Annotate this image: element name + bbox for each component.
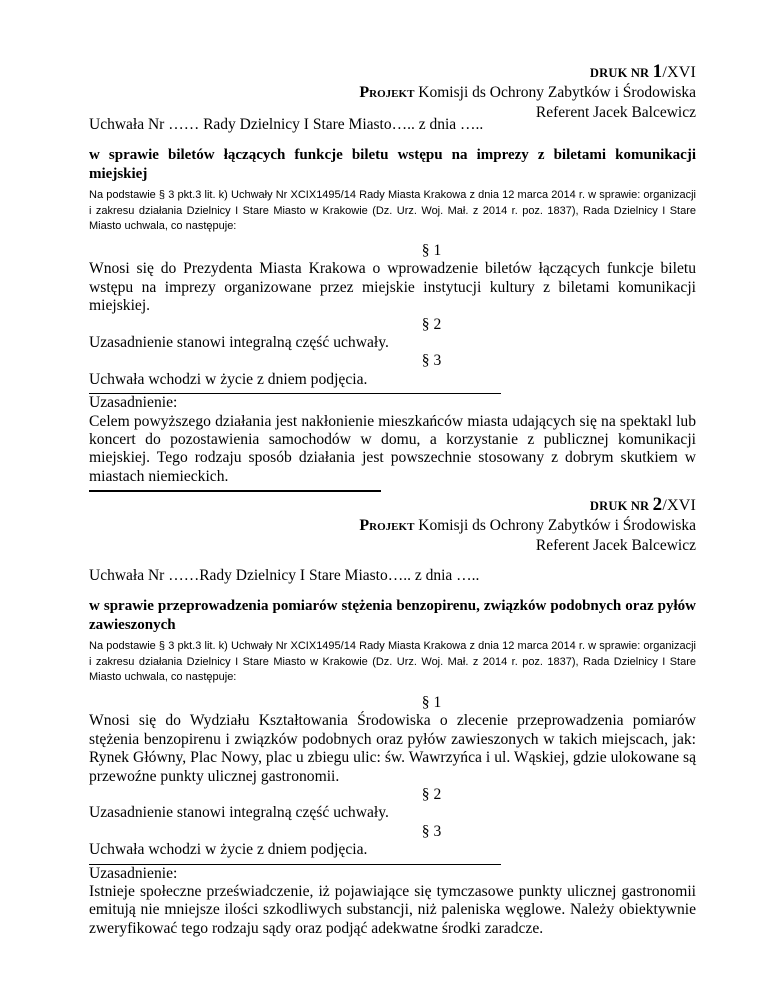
druk-session: /XVI [662,497,696,514]
paragraph-1-mark: § 1 [421,694,442,711]
resolution-1-body [89,242,696,486]
uzasadnienie-text: Istnieje społeczne przeświadczenie, iż pojawiające się tymczasowe punkty ulicznej gastronomii emitują nie mniejsze ilości szkodliwych substancji, niż paleniska węglowe. Należy obiektywnie zweryfikować tego rodzaju sądy oraz podjąć adekwatne środki zaradcze. [89,883,696,937]
paragraph-1-mark: § 1 [421,242,442,259]
projekt-label: Projekt [359,517,415,534]
druk-label: DRUK NR [589,66,650,80]
resolution-1-header [89,62,696,123]
uzasadnienie-label: Uzasadnienie: [89,394,178,412]
projekt-line [89,83,696,103]
resolution-topic: w sprawie biletów łączących funkcje biletu wstępu na imprezy z biletami komunikacji miejskiej [89,147,696,182]
druk-session: /XVI [662,64,696,81]
projekt-line [89,516,696,536]
komisja-name: Komisji ds Ochrony Zabytków i Środowiska [418,84,696,101]
druk-number-1 [89,62,696,83]
projekt-label: Projekt [359,84,415,101]
resolution-2-header [89,495,696,556]
referent: Referent Jacek Balcewicz [535,537,696,554]
paragraph-3-mark: § 3 [421,822,442,840]
komisja-name: Komisji ds Ochrony Zabytków i Środowiska [418,517,696,534]
legal-basis: Na podstawie § 3 pkt.3 lit. k) Uchwały Nr XCIX1495/14 Rady Miasta Krakowa z dnia 12 marca 2014 r. w sprawie: organizacji i zakresu działania Dzielnicy I Stare Miasto w Krakowie (Dz. Urz. Woj. Mał. z 2014 r. poz. 1837), Rada Dzielnicy I Stare Miasto uchwala, co następuje: [89,640,696,683]
paragraph-2-text: Uzasadnienie stanowi integralną część uchwały. [89,804,389,822]
uchwala-line: Uchwała Nr ……Rady Dzielnicy I Stare Miasto….. z dnia ….. [89,567,480,584]
paragraph-3-text: Uchwała wchodzi w życie z dniem podjęcia. [89,370,368,388]
paragraph-1-text: Wnosi się do Wydziału Kształtowania Środowiska o zlecenie przeprowadzenia pomiarów stężenia benzopirenu i związków podobnych oraz pyłów zawieszonych w takich miejscach, jak: Rynek Główny, Plac Nowy, plac u zbiegu ulic: św. Wawrzyńca i ul. Wąskiej, gdzie ulokowane są przewoźne punkty ulicznej gastronomii. [89,712,696,785]
section-separator [89,490,381,492]
paragraph-3-mark: § 3 [421,352,442,370]
druk-number: 2 [652,494,663,515]
paragraph-2-mark: § 2 [421,315,442,333]
uzasadnienie-label: Uzasadnienie: [89,864,178,882]
referent: Referent Jacek Balcewicz [535,104,696,121]
resolution-2-body [89,694,696,938]
druk-number: 1 [652,61,663,82]
druk-number-2 [89,495,696,516]
uchwala-line: Uchwała Nr …… Rady Dzielnicy I Stare Miasto….. z dnia ….. [89,116,484,133]
legal-basis: Na podstawie § 3 pkt.3 lit. k) Uchwały Nr XCIX1495/14 Rady Miasta Krakowa z dnia 12 marca 2014 r. w sprawie: organizacji i zakresu działania Dzielnicy I Stare Miasto w Krakowie (Dz. Urz. Woj. Mał. z 2014 r. poz. 1837), Rada Dzielnicy I Stare Miasto uchwala, co następuje: [89,189,696,232]
druk-label: DRUK NR [589,499,650,513]
paragraph-2-text: Uzasadnienie stanowi integralną część uchwały. [89,334,389,352]
resolution-topic: w sprawie przeprowadzenia pomiarów stężenia benzopirenu, związków podobnych oraz pyłów zawieszonych [89,598,696,633]
paragraph-2-mark: § 2 [421,786,442,804]
paragraph-3-text: Uchwała wchodzi w życie z dniem podjęcia. [89,841,368,859]
paragraph-1-text: Wnosi się do Prezydenta Miasta Krakowa o wprowadzenie biletów łączących funkcje biletu wstępu na imprezy organizowane przez miejskie instytucji kultury z biletami komunikacji miejskiej. [89,260,696,315]
uzasadnienie-text: Celem powyższego działania jest nakłonienie mieszkańców miasta udających się na spektakl lub koncert do pozostawienia samochodów w domu, a korzystanie z publicznej komunikacji miejskiej. Tego rodzaju sposób działania jest powszechnie stosowany z dobrym skutkiem w miastach niemieckich. [89,412,696,485]
